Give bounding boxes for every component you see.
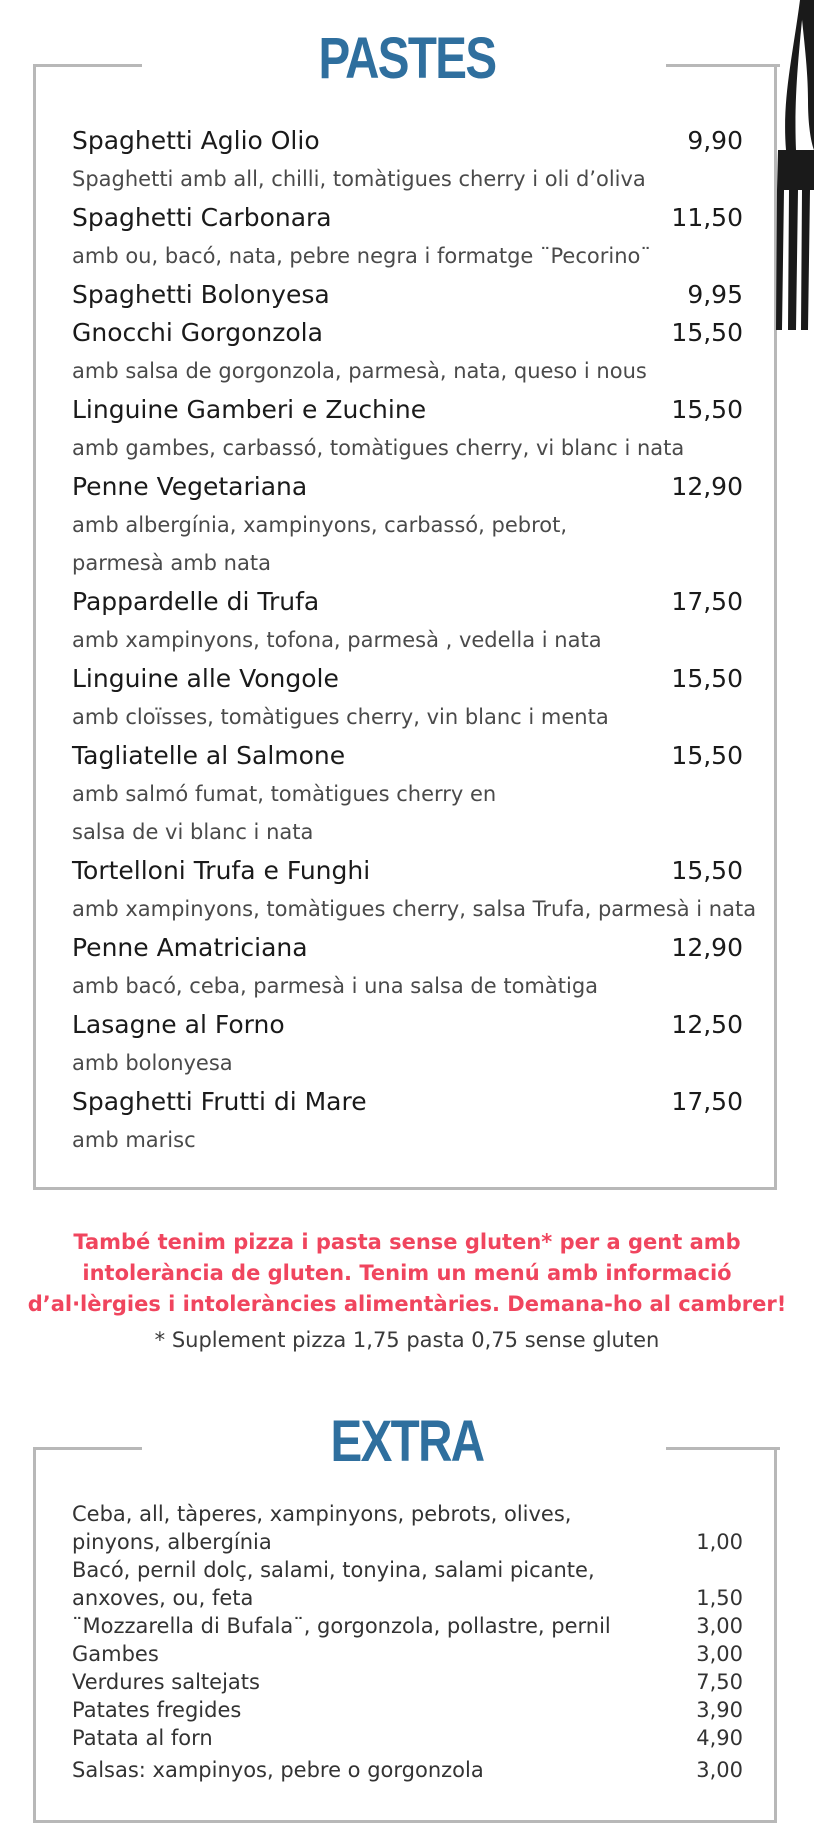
extra-item-text: Salsas: xampinyos, pebre o gorgonzola	[72, 1758, 484, 1782]
notice-line: També tenim pizza i pasta sense gluten* per a gent amb	[73, 1230, 741, 1254]
extra-item-text: Bacó, pernil dolç, salami, tonyina, salami picante,	[72, 1558, 595, 1582]
pasta-item-price: 17,50	[671, 1087, 743, 1116]
extra-item-price: 4,90	[696, 1726, 743, 1750]
pasta-item-description: amb salmó fumat, tomàtigues cherry en	[72, 782, 497, 806]
pasta-item-description: Spaghetti amb all, chilli, tomàtigues cherry i oli d’oliva	[72, 167, 646, 191]
pasta-item-name: Tortelloni Trufa e Funghi	[72, 856, 371, 885]
pasta-item-description: parmesà amb nata	[72, 551, 271, 575]
pasta-item-price: 12,90	[671, 472, 743, 501]
pasta-item-price: 15,50	[671, 664, 743, 693]
pasta-item-description: amb bacó, ceba, parmesà i una salsa de tomàtiga	[72, 974, 599, 998]
frame-top-right	[666, 1447, 780, 1450]
pasta-item-price: 12,90	[671, 933, 743, 962]
extra-item-price: 3,00	[696, 1642, 743, 1666]
notice-line: d’al·lèrgies i intoleràncies alimentàries. Demana-ho al cambrer!	[27, 1292, 787, 1316]
frame-top-left	[33, 1447, 142, 1450]
extra-item-price: 7,50	[696, 1670, 743, 1694]
pasta-item-description: salsa de vi blanc i nata	[72, 820, 314, 844]
pasta-item-name: Tagliatelle al Salmone	[72, 741, 346, 770]
extra-item-text: pinyons, albergínia	[72, 1530, 272, 1554]
pasta-item-price: 17,50	[671, 587, 743, 616]
pasta-item-description: amb xampinyons, tofona, parmesà , vedella i nata	[72, 628, 602, 652]
extra-item-text: anxoves, ou, feta	[72, 1586, 254, 1610]
extra-item-text: Patates fregides	[72, 1698, 242, 1722]
pasta-item-price: 15,50	[671, 856, 743, 885]
pasta-item-description: amb cloïsses, tomàtigues cherry, vin blanc i menta	[72, 705, 609, 729]
pasta-item-name: Spaghetti Carbonara	[72, 203, 332, 232]
pasta-item-description: amb marisc	[72, 1128, 196, 1152]
extra-item-text: Ceba, all, tàperes, xampinyons, pebrots, olives,	[72, 1502, 572, 1526]
supplement-text: * Suplement pizza 1,75 pasta 0,75 sense gluten	[154, 1328, 660, 1352]
extra-item-price: 3,90	[696, 1698, 743, 1722]
pasta-item-name: Spaghetti Aglio Olio	[72, 126, 320, 155]
pastes-title: PASTES	[318, 26, 496, 91]
pasta-item-description: amb albergínia, xampinyons, carbassó, pebrot,	[72, 513, 568, 537]
pastes-list	[72, 0, 757, 1190]
extra-item-text: ¨Mozzarella di Bufala¨, gorgonzola, pollastre, pernil	[72, 1614, 611, 1638]
pasta-item-price: 15,50	[671, 395, 743, 424]
pasta-item-name: Spaghetti Frutti di Mare	[72, 1087, 367, 1116]
extra-item-text: Patata al forn	[72, 1726, 213, 1750]
pasta-item-price: 12,50	[671, 1010, 743, 1039]
pasta-item-price: 15,50	[671, 318, 743, 347]
pasta-item-description: amb xampinyons, tomàtigues cherry, salsa Trufa, parmesà i nata	[72, 897, 757, 921]
pasta-item-name: Penne Amatriciana	[72, 933, 308, 962]
pasta-item-description: amb salsa de gorgonzola, parmesà, nata, queso i nous	[72, 359, 647, 383]
extra-list	[72, 1502, 743, 1802]
pasta-item-price: 9,95	[687, 280, 743, 309]
extra-item-price: 3,00	[696, 1614, 743, 1638]
pasta-item-description: amb bolonyesa	[72, 1051, 233, 1075]
extra-item-price: 3,00	[696, 1758, 743, 1782]
pasta-item-price: 9,90	[687, 126, 743, 155]
extra-item-price: 1,00	[696, 1530, 743, 1554]
pasta-item-description: amb ou, bacó, nata, pebre negra i formatge ¨Pecorino¨	[72, 244, 651, 268]
extra-item-text: Verdures saltejats	[72, 1670, 260, 1694]
notice-line: intolerància de gluten. Tenim un menú amb informació	[82, 1261, 732, 1285]
extra-item-price: 1,50	[696, 1586, 743, 1610]
pasta-item-name: Lasagne al Forno	[72, 1010, 285, 1039]
fork-icon	[774, 0, 814, 340]
pasta-item-price: 15,50	[671, 741, 743, 770]
pasta-item-name: Gnocchi Gorgonzola	[72, 318, 323, 347]
extra-item-text: Gambes	[72, 1642, 159, 1666]
pasta-item-name: Pappardelle di Trufa	[72, 587, 320, 616]
extra-title: EXTRA	[330, 1409, 484, 1474]
pasta-item-name: Spaghetti Bolonyesa	[72, 280, 330, 309]
pasta-item-name: Linguine Gamberi e Zuchine	[72, 395, 427, 424]
pasta-item-price: 11,50	[671, 203, 743, 232]
pasta-item-name: Penne Vegetariana	[72, 472, 308, 501]
pasta-item-description: amb gambes, carbassó, tomàtigues cherry, vi blanc i nata	[72, 436, 685, 460]
pasta-item-name: Linguine alle Vongole	[72, 664, 339, 693]
